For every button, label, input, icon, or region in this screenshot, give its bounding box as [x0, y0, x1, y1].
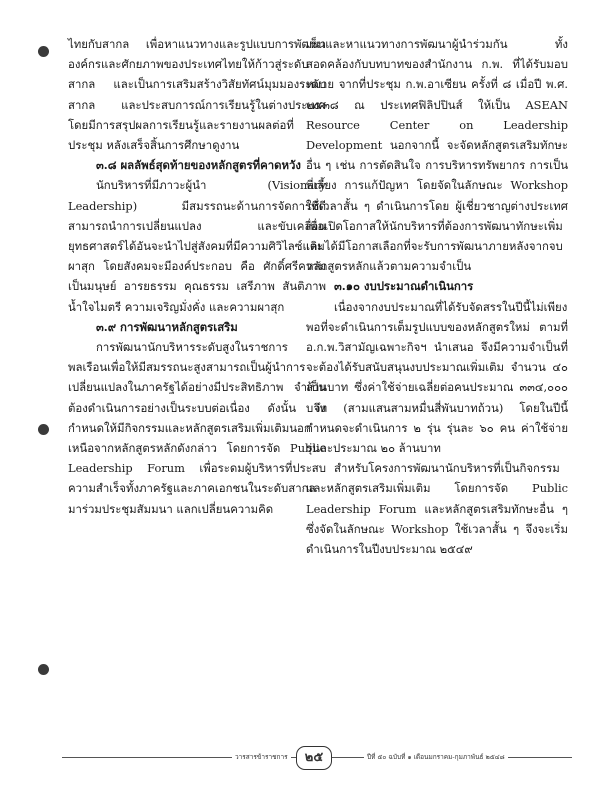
right-column [306, 34, 568, 559]
paragraph: สำหรับโครงการพัฒนานักบริหารที่เป็นกิจกรรมและหลักสูตรเสริมเพิ่มเติม โดยการจัด Public Leadership Forum และหลักสูตรเสริมทักษะอื่น ๆ ซึ่งจัดในลักษณะ Workshop ใช้เวลาสั้น ๆ จึงจะเริ่มดำเนินการในปีงบประมาณ ๒๕๔๙ [306, 461, 568, 557]
paragraph: นักบริหารที่มีภาวะผู้นำ (Visionary Leadership) มีสมรรถนะด้านการจัดการที่ดี สามารถนำการเปลี่ยนแปลง และขับเคลื่อนยุทธศาสตร์ได้อันจะนำไปสู่สังคมที่มีความศิวิไลซ์และผาสุก โดยสังคมจะมีองค์ประกอบ คือ ศักดิ์ศรีความเป็นมนุษย์ อารยธรรม คุณธรรม เสรีภาพ สันติภาพ น้ำใจไมตรี ความเจริญมั่งคั่ง และความผาสุก [68, 178, 326, 314]
issue-info: ปีที่ ๕๐ ฉบับที่ ๑ เดือนมกราคม-กุมภาพันธ์ ๒๕๔๘ [364, 752, 508, 762]
left-column [68, 34, 326, 519]
page-number: ๒๕ [296, 746, 332, 770]
paragraph: เนื่องจากงบประมาณที่ได้รับจัดสรรในปีนี้ไม่เพียงพอที่จะดำเนินการเต็มรูปแบบของหลักสูตรใหม่ ตามที่ อ.ก.พ.วิสามัญเฉพาะกิจฯ นำเสนอ จึงมีความจำเป็นที่จะต้องได้รับสนับสนุนงบประมาณเพิ่มเติม จำนวน ๔๐ ล้านบาท ซึ่งค่าใช้จ่ายเฉลี่ยต่อคนประมาณ ๓๓๔,๐๐๐ บาท (สามแสนสามหมื่นสี่พันบาทถ้วน) โดยในปีนี้ กำหนดจะดำเนินการ ๒ รุ่น รุ่นละ ๖๐ คน ค่าใช้จ่ายรุ่นละประมาณ ๒๐ ล้านบาท [306, 299, 568, 456]
punch-hole-mark [38, 424, 49, 435]
punch-hole-mark [38, 664, 49, 675]
section-heading-3-8: ๓.๘ ผลลัพธ์สุดท้ายของหลักสูตรที่คาดหวัง [96, 158, 301, 173]
paragraph: ไทยกับสากล เพื่อหาแนวทางและรูปแบบการพัฒนาองค์กรและศักยภาพของประเทศไทยให้ก้าวสู่ระดับสากล และเป็นการเสริมสร้างวิสัยทัศน์มุมมองระดับสากล และประสบการณ์การเรียนรู้ในต่างประเทศ โดยมีการสรุปผลการเรียนรู้และรายงานผลต่อที่ประชุม หลังเสร็จสิ้นการศึกษาดูงาน [68, 37, 326, 153]
section-heading-3-10: ๓.๑๐ งบประมาณดำเนินการ [334, 279, 474, 294]
journal-name: วารสารข้าราชการ [232, 752, 291, 762]
section-heading-3-9: ๓.๙ การพัฒนาหลักสูตรเสริม [96, 319, 238, 334]
paragraph: เห็นและหาแนวทางการพัฒนาผู้นำร่วมกัน ทั้งสอดคล้องกับบทบาทของสำนักงาน ก.พ. ที่ได้รับมอบหมาย จากที่ประชุม ก.พ.อาเซียน ครั้งที่ ๘ เมื่อปี พ.ศ. ๒๕๓๘ ณ ประเทศฟิลิปปินส์ ให้เป็น ASEAN Resource Center on Leadership Development นอกจากนี้ จะจัดหลักสูตรเสริมทักษะอื่น ๆ เช่น การตัดสินใจ การบริหารทรัพยากร การเป็นพี่เลี้ยง การแก้ปัญหา โดยจัดในลักษณะ Workshop ใช้เวลาสั้น ๆ ดำเนินการโดย ผู้เชี่ยวชาญต่างประเทศ เพื่อเปิดโอกาสให้นักบริหารที่ต้องการพัฒนาทักษะเพิ่มเติมได้มีโอกาสเลือกที่จะรับการพัฒนาภายหลังจากจบหลักสูตรหลักแล้วตามความจำเป็น [306, 37, 568, 274]
punch-hole-mark [38, 46, 49, 57]
page-footer [62, 746, 572, 772]
paragraph: การพัฒนานักบริหารระดับสูงในราชการพลเรือนเพื่อให้มีสมรรถนะสูงสามารถเป็นผู้นำการเปลี่ยนแปลงในภาครัฐได้อย่างมีประสิทธิภาพ จำเป็นต้องดำเนินการอย่างเป็นระบบต่อเนื่อง ดังนั้น จึงกำหนดให้มีกิจกรรมและหลักสูตรเสริมเพิ่มเติมนอกเหนือจากหลักสูตรหลักดังกล่าว โดยการจัด Public Leadership Forum เพื่อระดมผู้บริหารที่ประสบความสำเร็จทั้งภาครัฐและภาคเอกชนในระดับสากลมาร่วมประชุมสัมมนา แลกเปลี่ยนความคิด [68, 340, 326, 516]
